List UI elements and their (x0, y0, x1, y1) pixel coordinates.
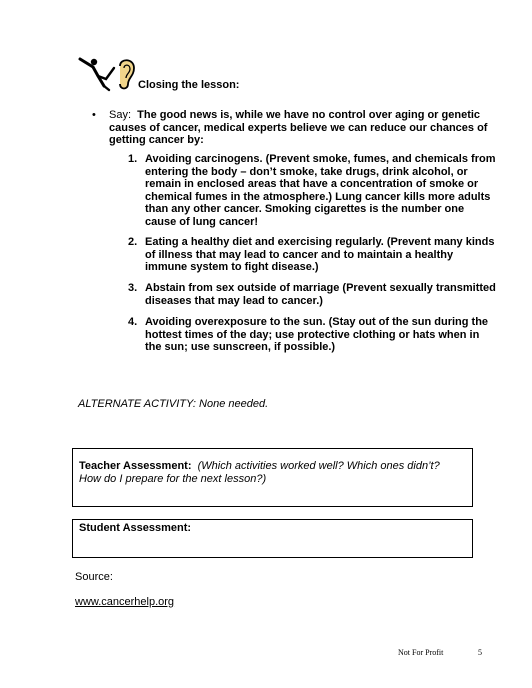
list-number: 1. (128, 153, 138, 165)
alternate-activity: ALTERNATE ACTIVITY: None needed. (78, 398, 269, 410)
student-assessment-box (72, 519, 473, 558)
teacher-assessment-label: Teacher Assessment: (79, 460, 192, 472)
say-text: The good news is, while we have no control over aging or genetic causes of cancer, medical experts believe we can reduce our chances of getting cancer by: (109, 109, 488, 146)
list-number: 3. (128, 282, 138, 294)
list-number: 4. (128, 316, 138, 328)
closing-heading: Closing the lesson: (138, 79, 240, 91)
teacher-assessment-text (79, 460, 464, 486)
list-text: Avoiding carcinogens. (Prevent smoke, fumes, and chemicals from entering the body – don’t smoke, take drugs, drink alcohol, or remain in enclosed areas that have a concentration of smoke or chemical fumes in the atmosphere.) Lung cancer kills more adults than any other cancer. Smoking cigarettes is the number one cause of lung cancer! (145, 153, 496, 228)
list-text: Avoiding overexposure to the sun. (Stay out of the sun during the hottest times of the day; use protective clothing or hats when in the sun; use sunscreen, if possible.) (145, 316, 489, 353)
stretching-figure-icon (80, 59, 114, 90)
list-item (128, 282, 498, 307)
say-label: Say: (109, 109, 132, 121)
footer-text: Not For Profit (398, 648, 444, 657)
teacher-assessment-prompt: (Which activities worked well? Which ones didn’t? How do I prepare for the next lesson?) (79, 460, 440, 485)
list-item (128, 236, 498, 274)
list-text: Abstain from sex outside of marriage (Prevent sexually transmitted diseases that may lead to cancer.) (145, 282, 496, 307)
ear-icon (120, 60, 134, 88)
list-number: 2. (128, 236, 138, 248)
bullet: • (92, 109, 96, 121)
source-link[interactable]: www.cancerhelp.org (75, 596, 175, 608)
say-paragraph (109, 109, 509, 147)
list-text: Eating a healthy diet and exercising regularly. (Prevent many kinds of illness that may lead to cancer and to maintain a healthy immune system to fight disease.) (145, 236, 495, 273)
student-assessment-label: Student Assessment: (79, 522, 192, 534)
source-label: Source: (75, 571, 113, 583)
page-number: 5 (478, 648, 482, 657)
heading-icons (76, 56, 136, 96)
list-item (128, 316, 498, 354)
list-item (128, 153, 498, 228)
teacher-assessment-box (72, 448, 473, 507)
